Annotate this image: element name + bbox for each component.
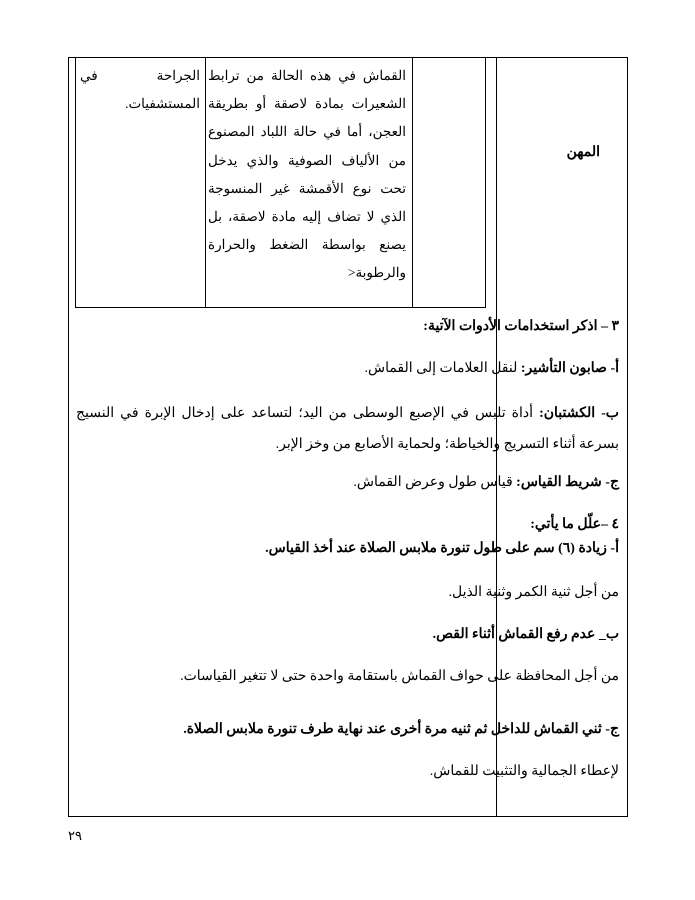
q3-item-b-text: أداة تلبس في الإصبع الوسطى من اليد؛ لتساعد على إدخال الإبرة في النسيج بسرعة أثناء التسريج والخياطة؛ ولحماية الأصابع من وخز الإبر. <box>76 406 619 452</box>
q3-item-a-label: أ- صابون التأشير: <box>520 361 619 376</box>
q3-item-a <box>76 360 619 377</box>
q3-item-c-label: ج- شريط القياس: <box>516 475 619 490</box>
q3-item-c <box>76 474 619 491</box>
side-label: المهن <box>566 145 600 160</box>
q3-item-b <box>76 398 619 460</box>
q4-item-a-answer: من أجل ثنية الكمر وثنية الذيل. <box>448 585 619 600</box>
q4-item-c-question: ج- ثني القماش للداخل ثم ثنيه مرة أخرى عند نهاية طرف تنورة ملابس الصلاة. <box>183 722 619 737</box>
q4-item-c-answer: لإعطاء الجمالية والتثبيت للقماش. <box>429 764 619 779</box>
q3-heading: ٣ – اذكر استخدامات الأدوات الآتية: <box>423 319 619 334</box>
q4-heading: ٤ –علّل ما يأتي: <box>530 517 619 532</box>
inner-table-left-border <box>75 57 76 308</box>
inner-table-middle-text: القماش في هذه الحالة من ترابط الشعيرات بمادة لاصقة أو بطريقة العجن، أما في حالة اللباد المصنوع من الألياف الصوفية والذي يدخل تحت نوع الأقمشة غير المنسوجة الذي لا تضاف إليه مادة لاصقة، بل يصنع بواسطة الضغط والحرارة والرطوبة< <box>208 68 406 281</box>
inner-table-left-text: الجراحة في المستشفيات. <box>80 68 200 112</box>
inner-table-column-divider <box>205 57 206 308</box>
q4-item-b-question: ب_ عدم رفع القماش أثناء القص. <box>432 627 619 642</box>
page-number: ٢٩ <box>68 828 82 843</box>
q4-item-b-answer: من أجل المحافظة على حواف القماش باستقامة واحدة حتى لا تتغير القياسات. <box>180 669 619 684</box>
inner-table-right-cell <box>412 57 486 308</box>
q3-item-b-label: ب- الكشتبان: <box>539 406 619 421</box>
q3-item-a-text: لنقل العلامات إلى القماش. <box>364 361 521 376</box>
q4-item-a-question: أ- زيادة (٦) سم على طول تنورة ملابس الصلاة عند أخذ القياس. <box>265 541 619 556</box>
inner-table-bottom-border <box>75 307 486 308</box>
q3-item-c-text: قياس طول وعرض القماش. <box>353 475 517 490</box>
